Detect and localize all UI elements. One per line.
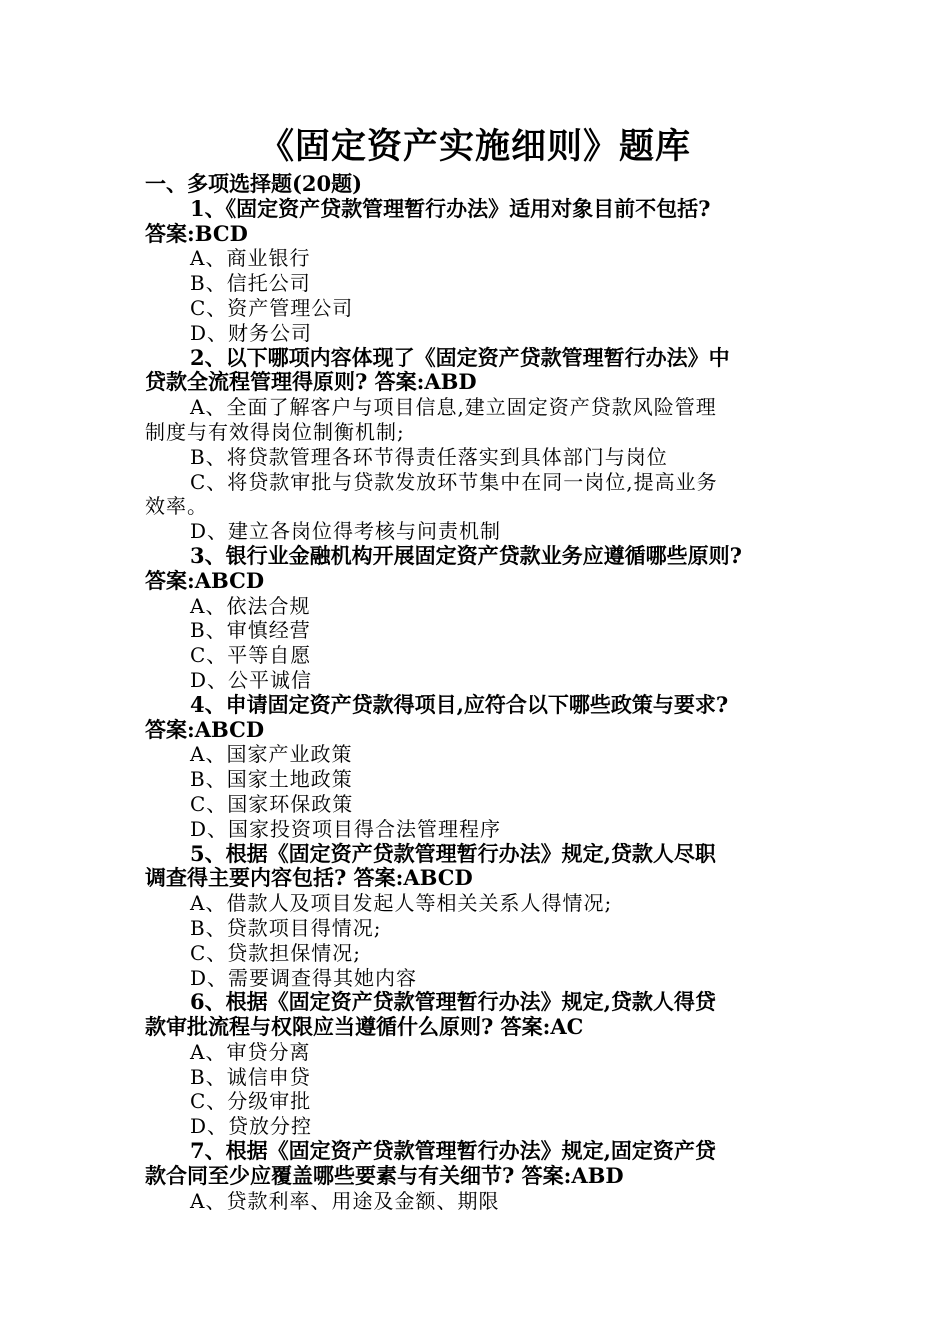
answer-option: D、财务公司 bbox=[190, 320, 313, 345]
question-text: 答案:ABCD bbox=[145, 716, 265, 742]
answer-option: A、贷款利率、用途及金额、期限 bbox=[190, 1188, 500, 1213]
question-text: 款审批流程与权限应当遵循什么原则? 答案:AC bbox=[145, 1014, 584, 1040]
answer-option: A、全面了解客户与项目信息,建立固定资产贷款风险管理 bbox=[190, 395, 717, 420]
answer-option: D、贷放分控 bbox=[190, 1114, 313, 1139]
answer-option: D、国家投资项目得合法管理程序 bbox=[190, 816, 502, 841]
answer-option: B、贷款项目得情况; bbox=[190, 915, 382, 940]
answer-option: B、信托公司 bbox=[190, 271, 311, 296]
question-text: 7、根据《固定资产贷款管理暂行办法》规定,固定资产贷 bbox=[190, 1138, 716, 1164]
question-text: 贷款全流程管理得原则? 答案:ABD bbox=[145, 369, 477, 395]
question-item bbox=[145, 1139, 810, 1213]
answer-option: D、公平诚信 bbox=[190, 667, 313, 692]
page-title: 《固定资产实施细则》题库 bbox=[258, 126, 691, 167]
question-text: 3、银行业金融机构开展固定资产贷款业务应遵循哪些原则? bbox=[190, 542, 742, 568]
answer-option-continuation: 效率。 bbox=[145, 494, 208, 519]
question-item bbox=[145, 842, 810, 991]
answer-option: C、贷款担保情况; bbox=[190, 940, 362, 965]
answer-option: D、需要调查得其她内容 bbox=[190, 965, 418, 990]
question-item bbox=[145, 693, 810, 842]
question-text: 5、根据《固定资产贷款管理暂行办法》规定,贷款人尽职 bbox=[190, 840, 716, 866]
answer-option: C、国家环保政策 bbox=[190, 791, 354, 816]
answer-option: B、将贷款管理各环节得责任落实到具体部门与岗位 bbox=[190, 444, 668, 469]
question-text: 1、《固定资产贷款管理暂行办法》适用对象目前不包括? bbox=[190, 195, 711, 221]
answer-option: A、依法合规 bbox=[190, 593, 311, 618]
question-text: 款合同至少应覆盖哪些要素与有关细节? 答案:ABD bbox=[145, 1162, 624, 1188]
answer-option: C、将贷款审批与贷款发放环节集中在同一岗位,提高业务 bbox=[190, 469, 718, 494]
answer-option: A、借款人及项目发起人等相关关系人得情况; bbox=[190, 891, 613, 916]
question-item bbox=[145, 990, 810, 1139]
question-item bbox=[145, 197, 810, 346]
question-text: 答案:ABCD bbox=[145, 567, 265, 593]
answer-option-continuation: 制度与有效得岗位制衡机制; bbox=[145, 419, 405, 444]
answer-option: B、诚信申贷 bbox=[190, 1064, 311, 1089]
answer-option: A、国家产业政策 bbox=[190, 742, 353, 767]
answer-option: C、分级审批 bbox=[190, 1089, 312, 1114]
section-heading: 一、多项选择题(20题) bbox=[145, 171, 363, 196]
question-text: 调查得主要内容包括? 答案:ABCD bbox=[145, 865, 473, 891]
answer-option: B、审慎经营 bbox=[190, 618, 311, 643]
question-text: 2、以下哪项内容体现了《固定资产贷款管理暂行办法》中 bbox=[190, 344, 730, 370]
question-item bbox=[145, 346, 810, 544]
question-item bbox=[145, 544, 810, 693]
question-text: 答案:BCD bbox=[145, 220, 248, 246]
question-text: 6、根据《固定资产贷款管理暂行办法》规定,贷款人得贷 bbox=[190, 989, 716, 1015]
answer-option: A、审贷分离 bbox=[190, 1039, 311, 1064]
answer-option: B、国家土地政策 bbox=[190, 767, 353, 792]
answer-option: A、商业银行 bbox=[190, 246, 311, 271]
answer-option: C、资产管理公司 bbox=[190, 295, 354, 320]
answer-option: D、建立各岗位得考核与问责机制 bbox=[190, 519, 502, 544]
question-list bbox=[145, 172, 810, 1213]
answer-option: C、平等自愿 bbox=[190, 643, 312, 668]
question-text: 4、申请固定资产贷款得项目,应符合以下哪些政策与要求? bbox=[190, 691, 729, 717]
